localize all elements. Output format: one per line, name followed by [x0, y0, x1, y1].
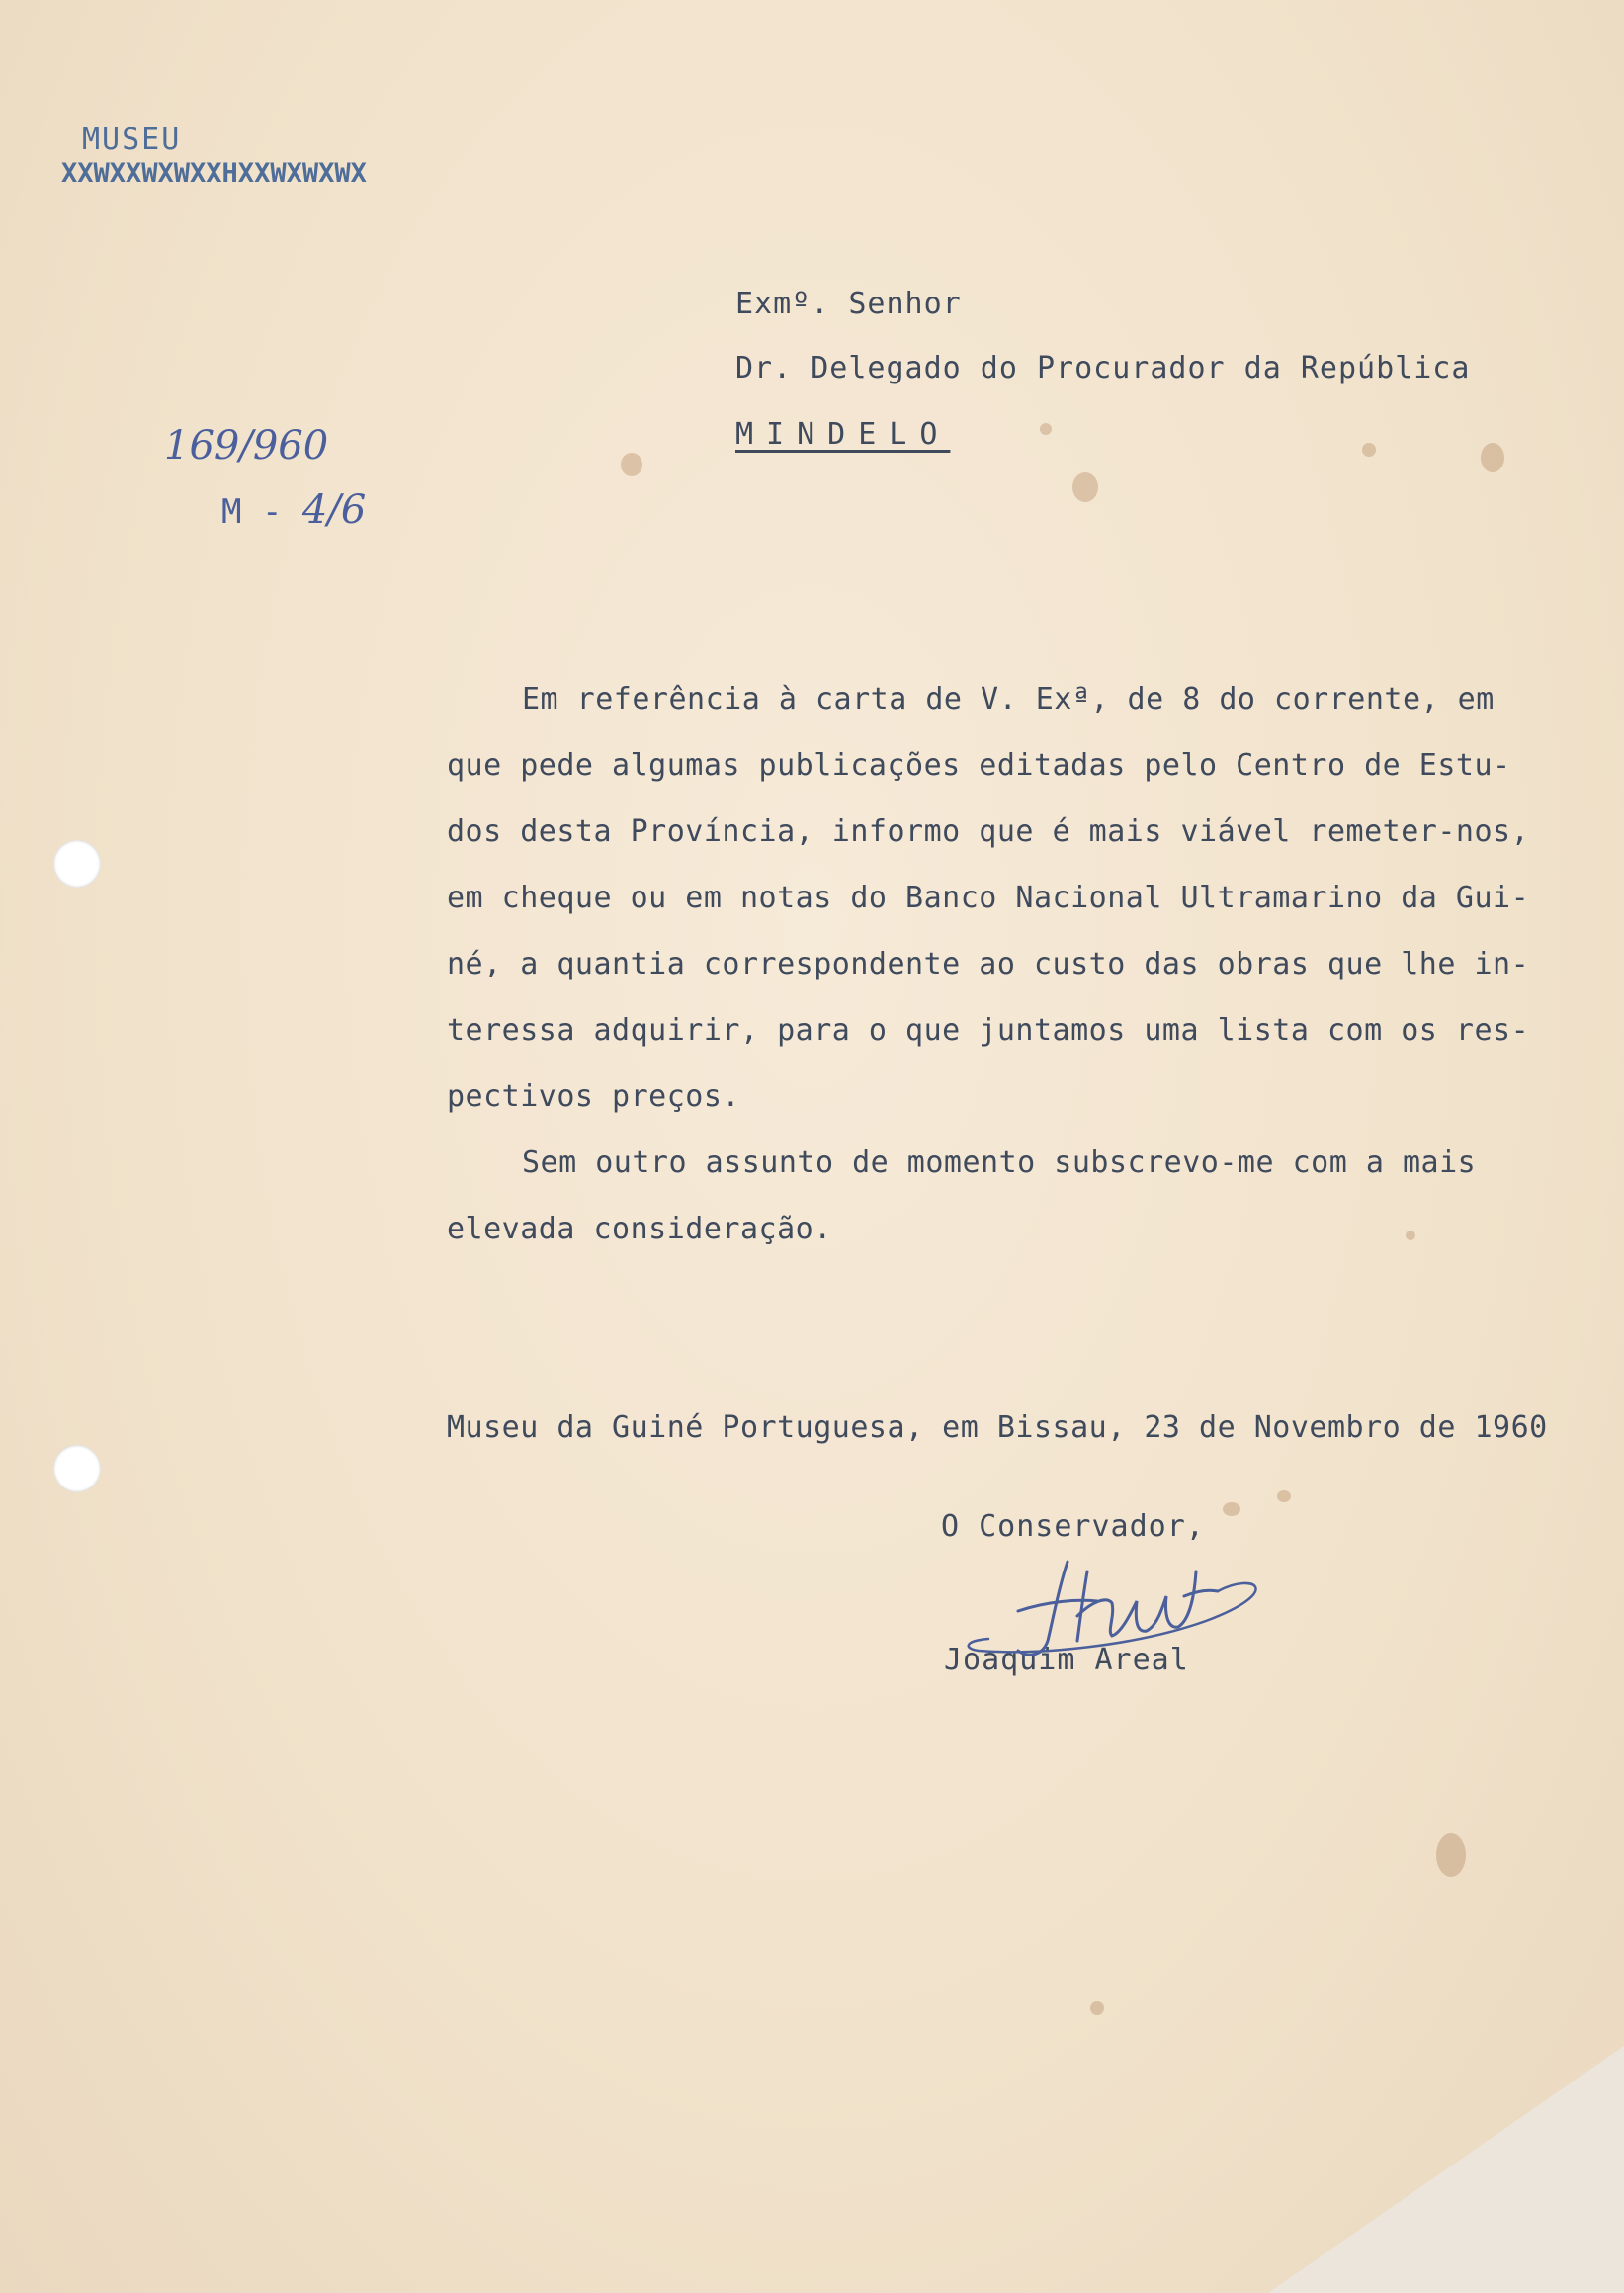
addressee-title: Dr. Delegado do Procurador da República — [735, 351, 1471, 385]
stain — [1362, 443, 1376, 457]
folded-corner — [1268, 2046, 1624, 2293]
stain — [1277, 1490, 1291, 1502]
body-line: Em referência à carta de V. Exª, de 8 do corrente, em — [522, 682, 1495, 717]
stain — [1072, 472, 1098, 502]
signatory-title: O Conservador, — [941, 1509, 1205, 1544]
stain — [1481, 443, 1504, 472]
body-line: que pede algumas publicações editadas pelo Centro de Estu- — [447, 748, 1511, 783]
reference-code-value: 4/6 — [301, 487, 367, 533]
body-line: dos desta Província, informo que é mais viável remeter-nos, — [447, 814, 1530, 849]
reference-code-prefix: M - — [221, 492, 283, 532]
salutation: Exmº. Senhor — [735, 287, 962, 321]
body-line: teressa adquirir, para o que juntamos uma lista com os res- — [447, 1013, 1530, 1048]
reference-code — [221, 487, 366, 533]
dateline: Museu da Guiné Portuguesa, em Bissau, 23 de Novembro de 1960 — [447, 1410, 1548, 1445]
signatory-name: Joaquim Areal — [944, 1643, 1189, 1677]
body-line: né, a quantia correspondente ao custo das obras que lhe in- — [447, 947, 1530, 981]
handwritten-signature — [959, 1542, 1305, 1680]
body-line: Sem outro assunto de momento subscrevo-me com a mais — [522, 1146, 1477, 1180]
stain — [1040, 423, 1052, 435]
body-line: elevada consideração. — [447, 1212, 832, 1246]
stain — [1436, 1833, 1466, 1877]
struck-out-line: XXWXXWXWXXHXXWXWXWX — [61, 158, 367, 189]
punch-hole — [53, 840, 101, 888]
museum-stamp: MUSEU — [82, 123, 182, 157]
stain — [621, 453, 642, 476]
body-line: em cheque ou em notas do Banco Nacional Ultramarino da Gui- — [447, 881, 1530, 915]
stain — [1406, 1231, 1415, 1240]
punch-hole — [53, 1445, 101, 1492]
body-line: pectivos preços. — [447, 1079, 740, 1114]
addressee-city: MINDELO — [735, 417, 951, 452]
reference-number: 169/960 — [164, 423, 329, 468]
stain — [1223, 1502, 1240, 1516]
stain — [1090, 2001, 1104, 2015]
